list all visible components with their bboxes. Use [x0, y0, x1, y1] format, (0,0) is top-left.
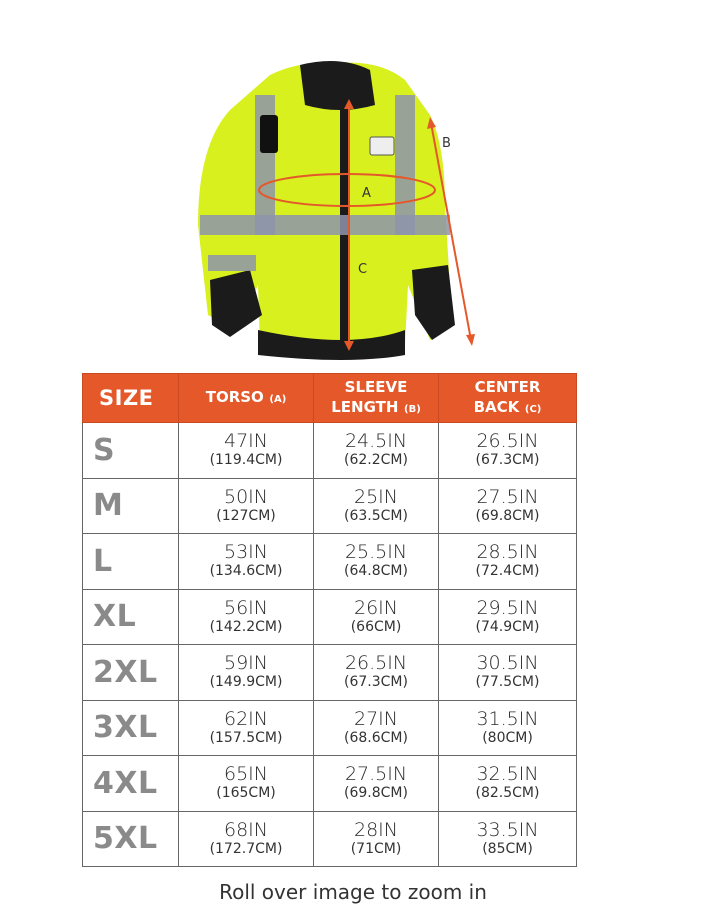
torso-cell [179, 700, 314, 756]
size-cell: L [83, 534, 179, 590]
back-cell [439, 478, 577, 534]
back-cm: (85CM) [482, 840, 533, 857]
header-torso-code: (A) [269, 394, 287, 405]
back-cm: (72.4CM) [475, 563, 540, 580]
reflective-stripe-right [395, 95, 415, 235]
back-cm: (77.5CM) [475, 674, 540, 691]
label-c: C [358, 262, 368, 277]
sleeve-cell [314, 423, 439, 479]
arrow-head-icon [466, 334, 475, 346]
table-row [83, 700, 577, 756]
sleeve-cm: (66CM) [350, 618, 402, 635]
table-row [83, 534, 577, 590]
zoom-hint-caption: Roll over image to zoom in [219, 880, 487, 904]
sleeve-cell [314, 478, 439, 534]
table-header-row [83, 374, 577, 423]
back-in: 33.5IN [476, 818, 539, 841]
table-row [83, 478, 577, 534]
torso-cm: (157.5CM) [209, 729, 283, 746]
torso-in: 62IN [224, 707, 268, 730]
back-cell [439, 589, 577, 645]
sleeve-cm: (68.6CM) [344, 729, 408, 746]
torso-in: 59IN [224, 652, 268, 675]
back-cell [439, 645, 577, 701]
size-cell: 4XL [83, 756, 179, 812]
torso-cell [179, 811, 314, 867]
torso-in: 53IN [224, 541, 268, 564]
size-cell: S [83, 423, 179, 479]
back-cm: (82.5CM) [475, 785, 540, 802]
torso-in: 47IN [224, 430, 268, 453]
sleeve-cell [314, 589, 439, 645]
sleeve-in: 25IN [354, 485, 398, 508]
header-center-back [439, 374, 577, 423]
torso-cm: (172.7CM) [209, 840, 283, 857]
sleeve-cm: (71CM) [350, 840, 402, 857]
torso-in: 50IN [224, 485, 268, 508]
jacket-collar [300, 61, 375, 110]
torso-cm: (134.6CM) [209, 563, 283, 580]
sleeve-in: 26.5IN [344, 652, 408, 675]
back-in: 31.5IN [476, 707, 539, 730]
size-cell: M [83, 478, 179, 534]
sleeve-in: 25.5IN [344, 541, 408, 564]
torso-in: 65IN [224, 763, 268, 786]
reflective-stripe-left-sleeve [208, 255, 256, 271]
header-back-code: (C) [524, 404, 542, 415]
back-in: 26.5IN [476, 430, 539, 453]
size-cell: 2XL [83, 645, 179, 701]
back-cell [439, 534, 577, 590]
torso-cell [179, 589, 314, 645]
back-cm: (74.9CM) [475, 618, 540, 635]
sleeve-cm: (67.3CM) [344, 674, 408, 691]
torso-cell [179, 534, 314, 590]
torso-cell [179, 756, 314, 812]
header-torso-label: TORSO [205, 388, 264, 406]
header-size: SIZE [83, 374, 179, 423]
table-row [83, 423, 577, 479]
sleeve-cm: (69.8CM) [344, 785, 408, 802]
sleeve-cell [314, 534, 439, 590]
torso-cell [179, 645, 314, 701]
size-cell: XL [83, 589, 179, 645]
torso-cm: (119.4CM) [209, 452, 283, 469]
sleeve-cell [314, 645, 439, 701]
back-cm: (69.8CM) [475, 507, 540, 524]
sleeve-cm: (63.5CM) [344, 507, 408, 524]
back-cell [439, 811, 577, 867]
torso-in: 56IN [224, 596, 268, 619]
sleeve-in: 24.5IN [344, 430, 408, 453]
header-sleeve [314, 374, 439, 423]
back-cell [439, 700, 577, 756]
sleeve-cm: (64.8CM) [344, 563, 408, 580]
torso-cm: (142.2CM) [209, 618, 283, 635]
torso-cm: (165CM) [216, 785, 276, 802]
sleeve-in: 27.5IN [344, 763, 408, 786]
torso-cell [179, 478, 314, 534]
back-cm: (80CM) [482, 729, 533, 746]
size-cell: 5XL [83, 811, 179, 867]
header-sleeve-code: (B) [404, 404, 421, 415]
sleeve-cell [314, 700, 439, 756]
back-in: 27.5IN [476, 485, 539, 508]
sleeve-in: 26IN [354, 596, 398, 619]
torso-cell [179, 423, 314, 479]
table-row [83, 589, 577, 645]
jacket-image[interactable] [190, 55, 490, 365]
header-back-line1: CENTER [474, 378, 541, 396]
table-row [83, 811, 577, 867]
table-row [83, 645, 577, 701]
header-torso [179, 374, 314, 423]
size-cell: 3XL [83, 700, 179, 756]
phone-device [370, 137, 394, 155]
sleeve-cell [314, 811, 439, 867]
torso-cm: (149.9CM) [209, 674, 283, 691]
right-cuff [412, 265, 455, 340]
size-chart-table [82, 373, 577, 867]
label-a: A [362, 186, 371, 201]
label-b: B [442, 136, 451, 151]
header-back-line2: BACK [473, 398, 520, 416]
back-in: 29.5IN [476, 596, 539, 619]
back-cm: (67.3CM) [475, 452, 540, 469]
sleeve-in: 28IN [354, 818, 398, 841]
back-cell [439, 756, 577, 812]
sleeve-in: 27IN [354, 707, 398, 730]
torso-in: 68IN [224, 818, 268, 841]
back-in: 32.5IN [476, 763, 539, 786]
torso-cm: (127CM) [216, 507, 276, 524]
radio-device [260, 115, 278, 153]
back-cell [439, 423, 577, 479]
header-sleeve-line2: LENGTH [331, 398, 399, 416]
back-in: 28.5IN [476, 541, 539, 564]
sleeve-cm: (62.2CM) [344, 452, 408, 469]
header-sleeve-line1: SLEEVE [344, 378, 408, 396]
sleeve-cell [314, 756, 439, 812]
back-in: 30.5IN [476, 652, 539, 675]
table-row [83, 756, 577, 812]
